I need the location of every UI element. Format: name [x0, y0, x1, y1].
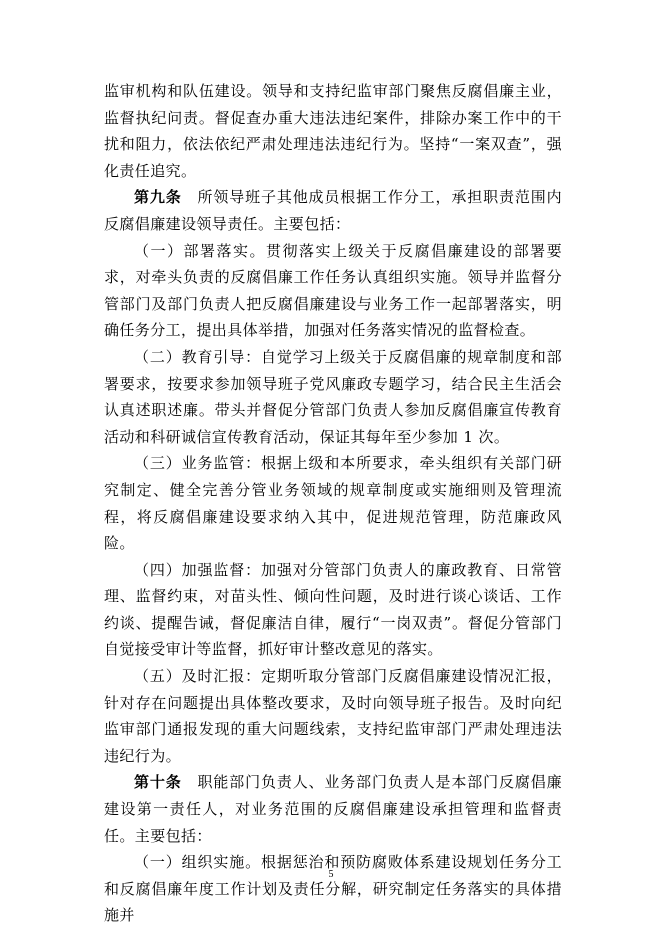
- article-9-paragraph: [104, 184, 562, 237]
- page-number: 5: [328, 869, 334, 880]
- paragraph-text: （三）业务监管：根据上级和本所要求，牵头组织有关部门研究制定、健全完善分管业务领域的规章制度或实施细则及管理流程，将反腐倡廉建设要求纳入其中，促进规范管理，防范廉政风险。: [104, 454, 562, 553]
- article-10-paragraph: [104, 769, 562, 849]
- paragraph-text: （五）及时汇报：定期听取分管部门反腐倡廉建设情况汇报，针对存在问题提出具体整改要求，及时向领导班子报告。及时向纪监审部门通报发现的重大问题线索，支持纪监审部门严肃处理违法违纪行为。: [104, 667, 562, 765]
- paragraph-text: （一）组织实施。根据惩治和预防腐败体系建设规划任务分工和反腐倡廉年度工作计划及责任分解，研究制定任务落实的具体措施并: [104, 853, 562, 925]
- paragraph-text: 职能部门负责人、业务部门负责人是本部门反腐倡廉建设第一责任人，对业务范围的反腐倡廉建设承担管理和监督责任。主要包括：: [104, 773, 562, 845]
- paragraph-text: （四）加强监督：加强对分管部门负责人的廉政教育、日常管理、监督约束，对苗头性、倾向性问题，及时进行谈心谈话、工作约谈、提醒告诫，督促廉洁自律，履行“一岗双责”。督促分管部门自觉接受审计等监督，抓好审计整改意见的落实。: [104, 560, 562, 659]
- article-9-item-2: [104, 344, 562, 450]
- article-heading: 第九条: [134, 188, 182, 207]
- article-9-item-1: [104, 238, 562, 344]
- paragraph-text: 所领导班子其他成员根据工作分工，承担职责范围内反腐倡廉建设领导责任。主要包括：: [104, 188, 562, 233]
- article-9-item-5: [104, 663, 562, 769]
- article-10-item-1: [104, 849, 562, 929]
- paragraph-text: 监审机构和队伍建设。领导和支持纪监审部门聚焦反腐倡廉主业，监督执纪问责。督促查办重大违法违纪案件，排除办案工作中的干扰和阻力，依法依纪严肃处理违法违纪行为。坚持“一案双查”，强化责任追究。: [104, 82, 562, 180]
- paragraph-continuation: [104, 78, 562, 184]
- article-9-item-4: [104, 557, 562, 663]
- article-heading: 第十条: [134, 773, 182, 792]
- paragraph-text: （一）部署落实。贯彻落实上级关于反腐倡廉建设的部署要求，对牵头负责的反腐倡廉工作任务认真组织实施。领导并监督分管部门及部门负责人把反腐倡廉建设与业务工作一起部署落实，明确任务分工，提出具体举措，加强对任务落实情况的监督检查。: [104, 241, 562, 340]
- body-text: [104, 78, 562, 929]
- article-9-item-3: [104, 450, 562, 556]
- paragraph-text: （二）教育引导：自觉学习上级关于反腐倡廉的规章制度和部署要求，按要求参加领导班子党风廉政专题学习，结合民主生活会认真述职述廉。带头并督促分管部门负责人参加反腐倡廉宣传教育活动和科研诚信宣传教育活动，保证其每年至少参加 1 次。: [104, 347, 562, 446]
